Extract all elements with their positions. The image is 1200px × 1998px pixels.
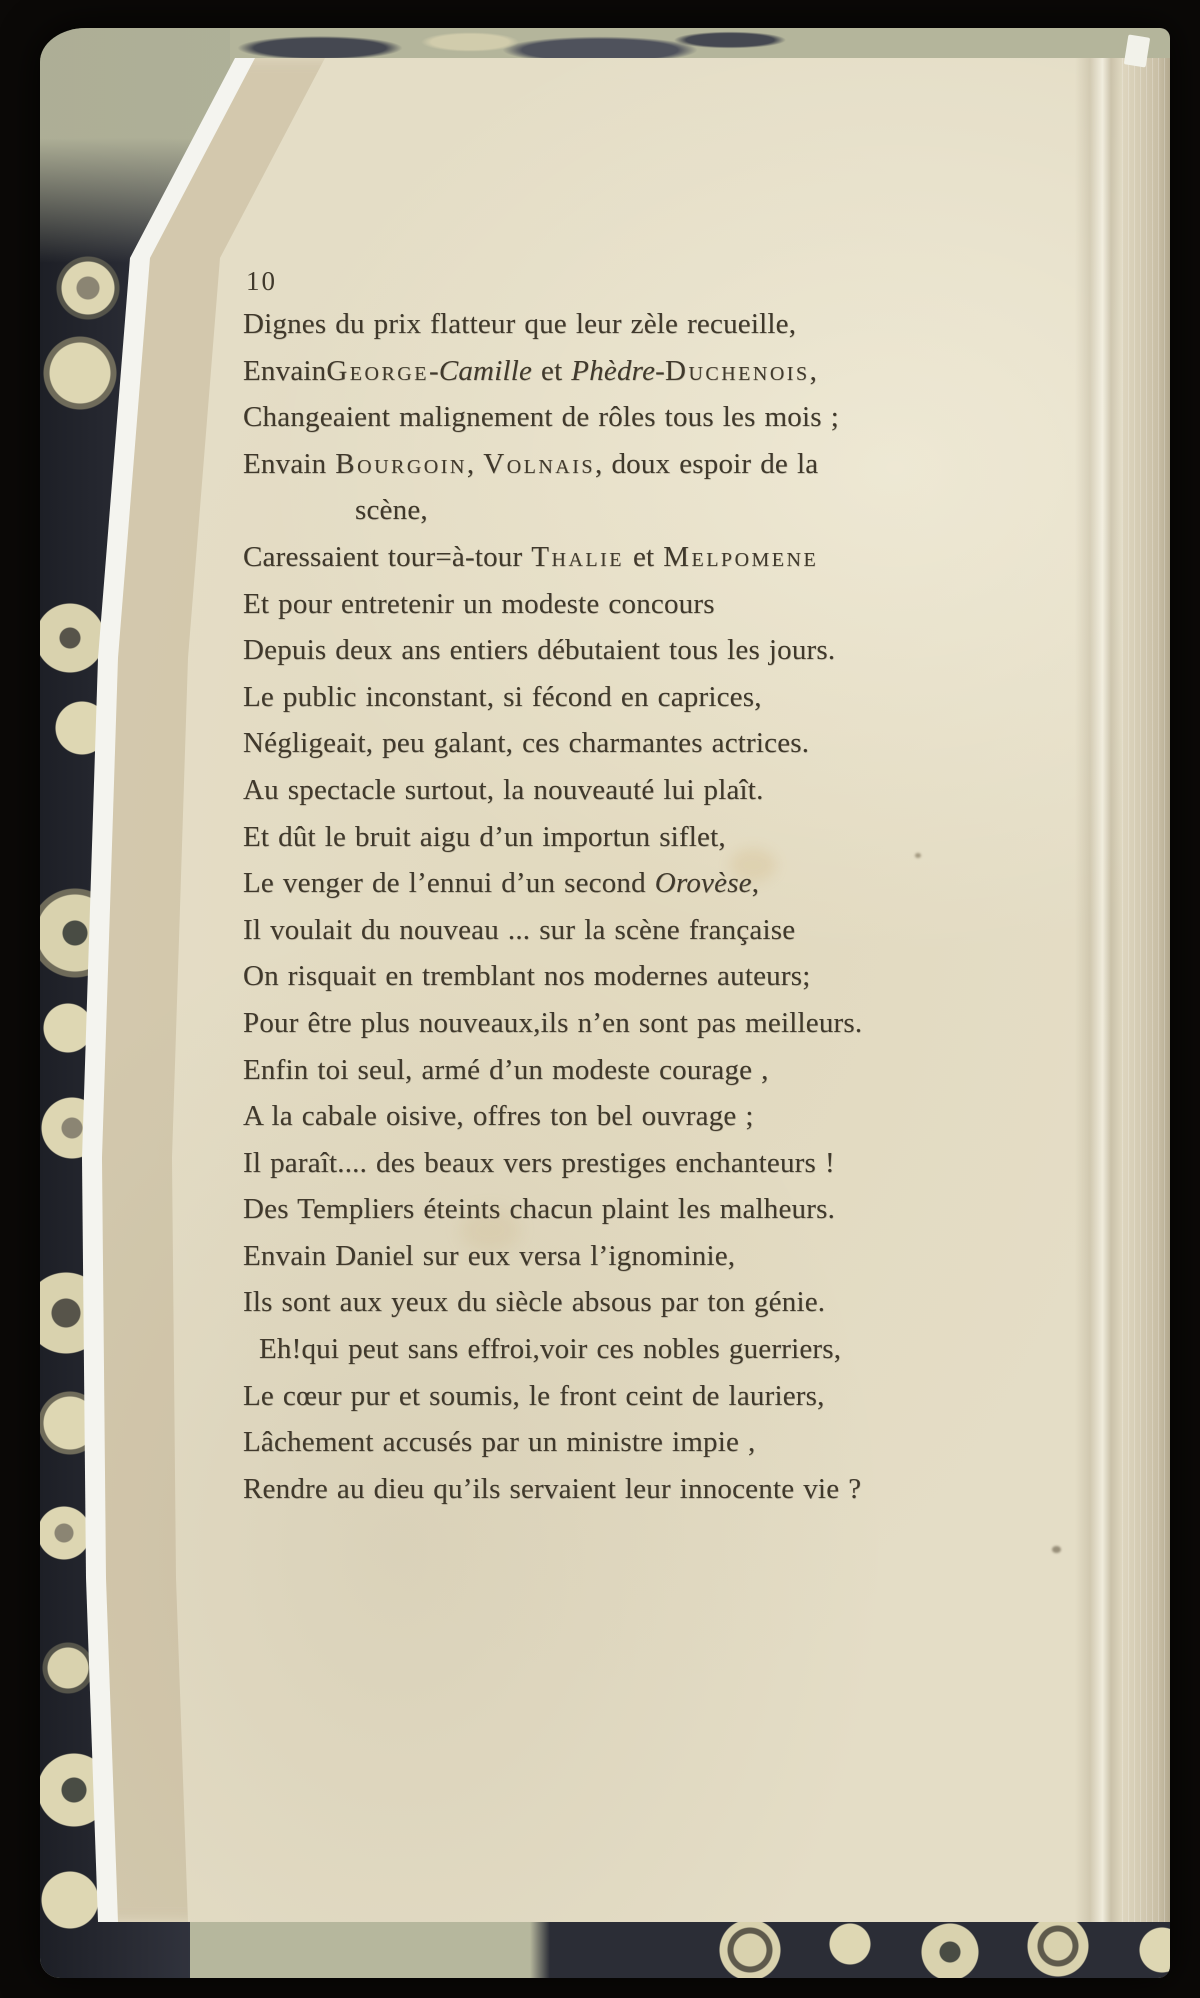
verse-text: Et pour entretenir un modeste concours	[243, 587, 715, 620]
verse-text: Le venger de l’ennui d’un second	[243, 867, 655, 900]
verse-text: Il paraît.... des beaux vers prestiges enchanteurs !	[243, 1146, 835, 1179]
verse-text: Au spectacle surtout, la nouveauté lui plaît.	[243, 773, 764, 806]
verse-text: , doux espoir de la	[595, 447, 819, 480]
verse-text: Depuis deux ans entiers débutaient tous les jours.	[243, 634, 836, 667]
verse-text: Enfin toi seul, armé d’un modeste courage ,	[243, 1053, 769, 1086]
page-fleck	[1052, 1546, 1061, 1553]
page-fleck	[915, 853, 921, 858]
verse-text: ,	[751, 867, 760, 900]
verse-text: Rendre au dieu qu’ils servaient leur innocente vie ?	[243, 1472, 862, 1505]
book	[40, 28, 1170, 1978]
verse-text: Des Templiers éteints chacun plaint les malheurs.	[243, 1193, 836, 1226]
verse-text: On risquait en tremblant nos modernes auteurs;	[243, 960, 811, 993]
verse-text: et	[624, 540, 664, 573]
verse-text: Envain Daniel sur eux versa l’ignominie,	[243, 1239, 736, 1272]
verse-text: et	[532, 354, 572, 387]
verse-text: ,	[466, 447, 484, 480]
small-caps-name: Volnais	[483, 447, 596, 480]
verse-text: Négligeait, peu galant, ces charmantes actrices.	[243, 727, 810, 760]
small-caps-name: Thalie	[531, 540, 624, 573]
small-caps-name: Bourgoin	[335, 447, 467, 480]
page-number: 10	[246, 266, 277, 296]
verse-text: -	[655, 354, 666, 387]
verse-text: Et dût le bruit aigu d’un importun siflet,	[243, 820, 726, 853]
verse-text: Caressaient tour=à-tour	[243, 540, 532, 573]
verse-text: ,	[809, 354, 818, 387]
marbled-cover-bottom-edge	[190, 1920, 1170, 1978]
underlying-page-edges	[1122, 58, 1170, 1922]
small-caps-name: George	[326, 354, 429, 387]
verse-text: Le cœur pur et soumis, le front ceint de lauriers,	[243, 1379, 825, 1412]
italic-text: Orovèse	[654, 867, 752, 900]
verse-text: -	[428, 354, 439, 387]
page-stack	[70, 58, 1170, 1922]
verse-text: Lâchement accusés par un ministre impie ,	[243, 1426, 756, 1459]
paper-sliver-top-right	[1124, 34, 1150, 67]
page-crease	[1075, 58, 1125, 1922]
verse-text: Changeaient malignement de rôles tous les mois ;	[243, 401, 839, 434]
verse-text: Eh!qui peut sans effroi,voir ces nobles guerriers,	[259, 1333, 842, 1366]
small-caps-name: Melpomene	[663, 540, 819, 573]
verse-text: scène,	[355, 494, 428, 527]
verse-text: Envain	[243, 354, 327, 387]
verse-text: Il voulait du nouveau ... sur la scène française	[243, 913, 796, 946]
verse-text: Le public inconstant, si fécond en caprices,	[243, 680, 762, 713]
small-caps-name: Duchenois	[665, 354, 810, 387]
verse-text: Ils sont aux yeux du siècle absous par ton génie.	[243, 1286, 826, 1319]
verse-text: Pour être plus nouveaux,ils n’en sont pas meilleurs.	[243, 1006, 863, 1039]
verse-text: Dignes du prix flatteur que leur zèle recueille,	[243, 308, 797, 340]
verse-text: Envain	[243, 447, 336, 480]
page-stain	[730, 848, 776, 882]
book-page	[70, 58, 1170, 1922]
page-stain	[460, 1208, 520, 1252]
italic-text: Phèdre	[571, 354, 656, 387]
italic-text: Camille	[438, 354, 533, 387]
verse-text: A la cabale oisive, offres ton bel ouvrage ;	[243, 1100, 754, 1133]
